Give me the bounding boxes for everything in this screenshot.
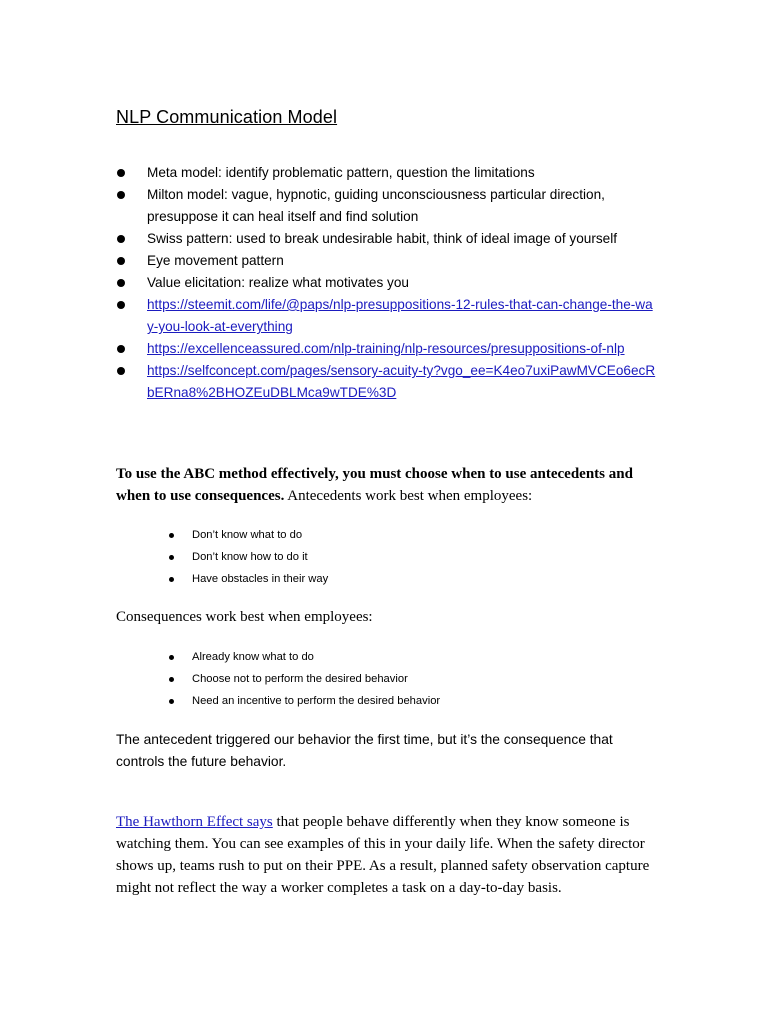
bullet-icon xyxy=(117,345,125,353)
hawthorn-rest-text: that people behave differently when they know someone is watching them. You can see examples of this in your daily life. When the safety director shows up, teams rush to put on their PPE. As a result, planned safety observation capture might not reflect the way a worker completes a task on a day-to-day basis. xyxy=(116,814,650,896)
consequences-list xyxy=(116,646,440,712)
nlp-bullet-list xyxy=(116,162,656,404)
list-item: Need an incentive to perform the desired behavior xyxy=(116,690,440,712)
bullet-icon xyxy=(117,301,125,309)
list-item: Eye movement pattern xyxy=(116,250,656,272)
bullet-icon xyxy=(117,191,125,199)
list-item: Choose not to perform the desired behavior xyxy=(116,668,440,690)
bullet-icon xyxy=(169,699,174,704)
bullet-icon xyxy=(117,169,125,177)
bullet-icon xyxy=(117,367,125,375)
list-item: Don’t know how to do it xyxy=(116,546,328,568)
abc-rest-text: Antecedents work best when employees: xyxy=(284,488,533,504)
abc-paragraph xyxy=(116,463,656,507)
abc-bold-text: To use the ABC method effectively, you must choose when to use antecedents and when to use consequences. xyxy=(116,466,633,504)
hawthorn-effect-link[interactable]: The Hawthorn Effect says xyxy=(116,814,273,830)
bullet-icon xyxy=(169,677,174,682)
bullet-icon xyxy=(169,577,174,582)
list-item: Value elicitation: realize what motivates you xyxy=(116,272,656,294)
hawthorn-paragraph xyxy=(116,811,656,899)
list-item xyxy=(116,360,656,404)
bullet-icon xyxy=(117,279,125,287)
steemit-link[interactable]: https://steemit.com/life/@paps/nlp-presuppositions-12-rules-that-can-change-the-way-you-look-at-everything xyxy=(147,297,653,334)
bullet-icon xyxy=(169,655,174,660)
consequences-intro: Consequences work best when employees: xyxy=(116,609,373,625)
bullet-icon xyxy=(169,555,174,560)
list-item: Already know what to do xyxy=(116,646,440,668)
bullet-icon xyxy=(117,235,125,243)
bullet-icon xyxy=(117,257,125,265)
bullet-icon xyxy=(169,533,174,538)
list-item: Milton model: vague, hypnotic, guiding unconsciousness particular direction, presuppose it can heal itself and find solution xyxy=(116,184,656,228)
list-item: Swiss pattern: used to break undesirable habit, think of ideal image of yourself xyxy=(116,228,656,250)
page-title: NLP Communication Model xyxy=(116,107,338,127)
antecedent-paragraph: The antecedent triggered our behavior the first time, but it’s the consequence that controls the future behavior. xyxy=(116,732,613,769)
list-item: Have obstacles in their way xyxy=(116,568,328,590)
list-item xyxy=(116,338,656,360)
list-item xyxy=(116,294,656,338)
list-item: Meta model: identify problematic pattern, question the limitations xyxy=(116,162,656,184)
excellenceassured-link[interactable]: https://excellenceassured.com/nlp-training/nlp-resources/presuppositions-of-nlp xyxy=(147,341,625,356)
selfconcept-link[interactable]: https://selfconcept.com/pages/sensory-acuity-ty?vgo_ee=K4eo7uxiPawMVCEo6ecRbERna8%2BHOZEuDBLMca9wTDE%3D xyxy=(147,363,656,400)
antecedents-list xyxy=(116,524,328,590)
list-item: Don’t know what to do xyxy=(116,524,328,546)
